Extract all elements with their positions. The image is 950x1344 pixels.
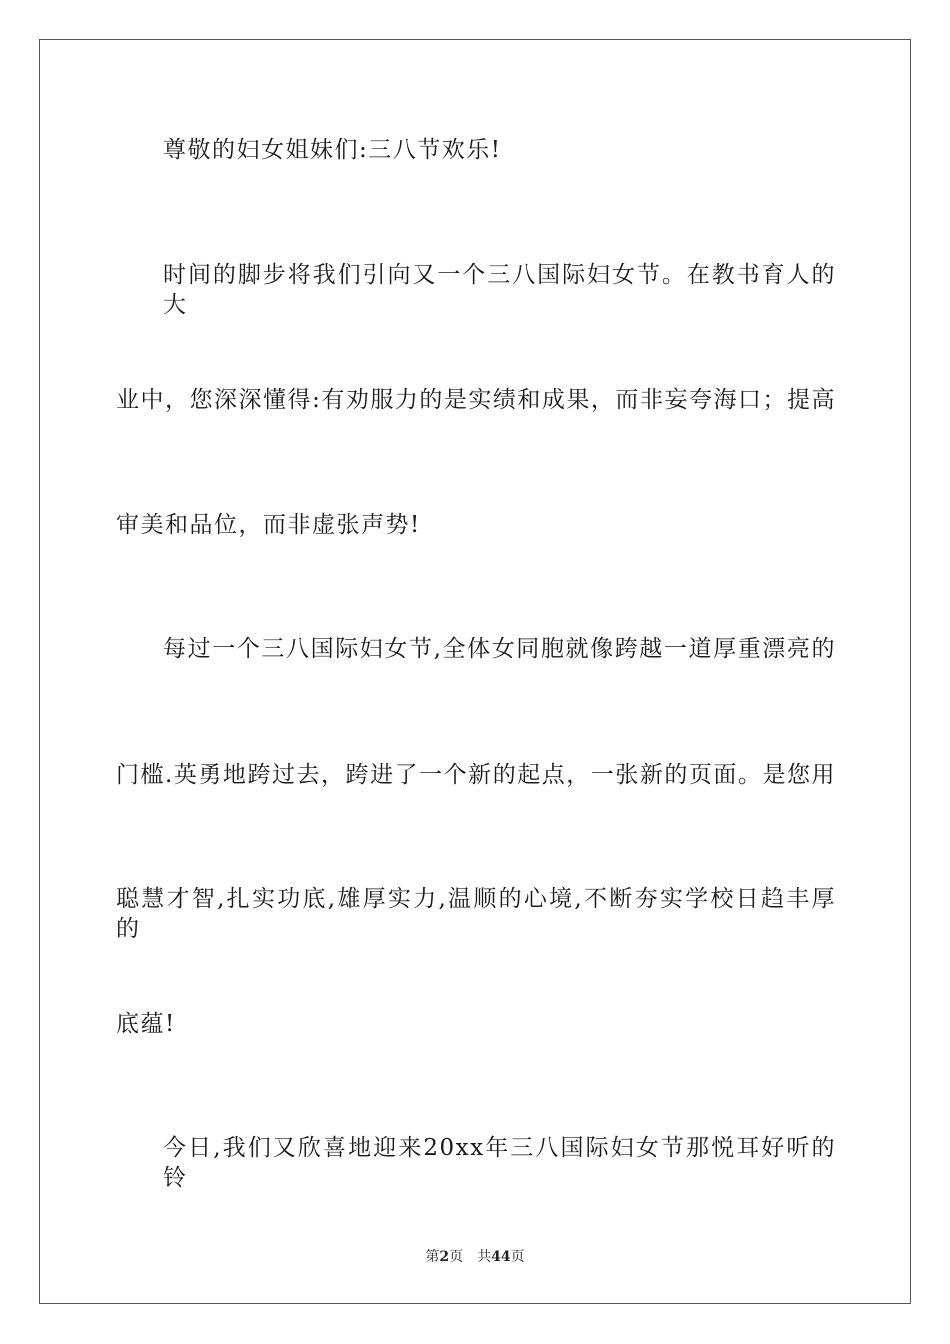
text-line-8: 底蕴!: [116, 1011, 176, 1037]
text-line-6: 门槛.英勇地跨过去，跨进了一个新的起点，一张新的页面。是您用: [116, 762, 836, 788]
text-line-4: 审美和品位，而非虚张声势!: [116, 512, 421, 538]
text-line-1: 尊敬的妇女姐妹们:三八节欢乐!: [163, 137, 502, 163]
text-line-7: 聪慧才智,扎实功底,雄厚实力,温顺的心境,不断夯实学校日趋丰厚的: [116, 886, 836, 942]
text-line-5: 每过一个三八国际妇女节,全体女同胞就像跨越一道厚重漂亮的: [163, 636, 836, 662]
text-line-9: 今日,我们又欣喜地迎来20xx年三八国际妇女节那悦耳好听的铃: [163, 1135, 836, 1191]
total-pages: 44: [491, 1249, 511, 1265]
page-prefix: 第: [425, 1249, 440, 1265]
page-border: [39, 39, 911, 1304]
page-suffix: 页: [449, 1249, 464, 1265]
total-suffix: 页: [510, 1249, 525, 1265]
page-footer: [0, 1246, 950, 1266]
total-prefix: 共: [477, 1249, 492, 1265]
text-line-3: 业中，您深深懂得:有劝服力的是实绩和成果，而非妄夸海口；提高: [116, 387, 836, 413]
text-line-2: 时间的脚步将我们引向又一个三八国际妇女节。在教书育人的大: [163, 262, 836, 318]
page-number: 2: [439, 1249, 450, 1265]
